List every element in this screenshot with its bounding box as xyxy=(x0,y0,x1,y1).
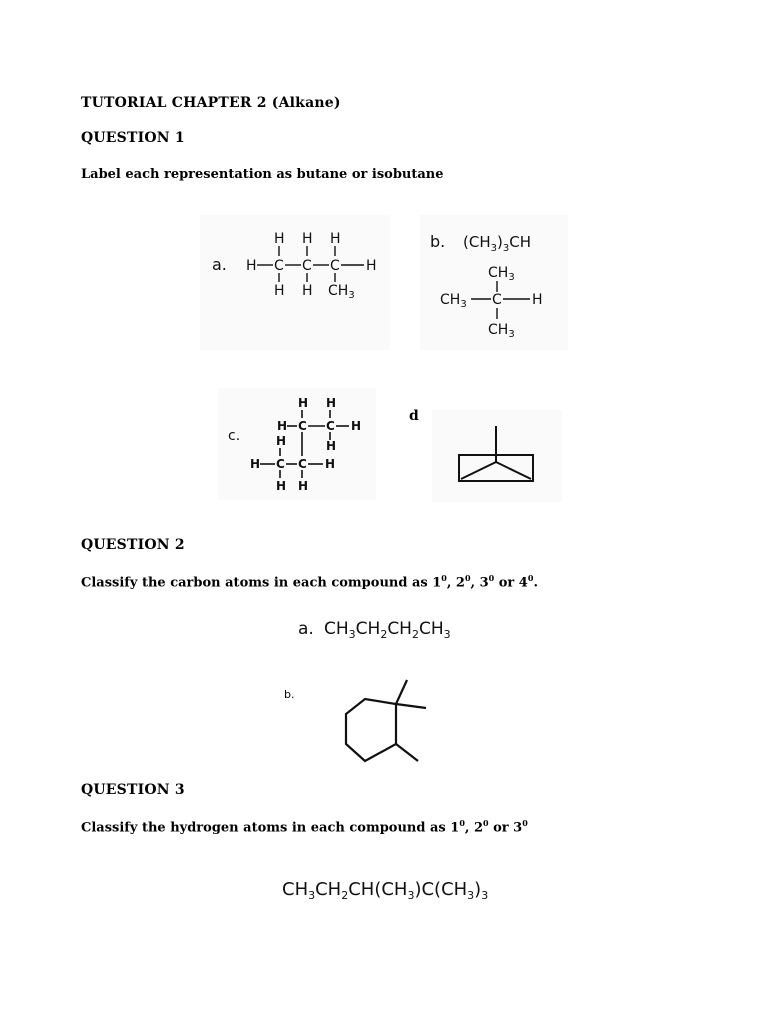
svg-text:H: H xyxy=(326,439,337,453)
figure-1c-structure xyxy=(218,388,376,500)
svg-text:C: C xyxy=(298,457,307,471)
figure-2b-cyclohexane-structure xyxy=(318,672,450,778)
fig3-formula-text: $CH_3CH_2CH(CH_3)C(CH_3)_3$ xyxy=(282,879,489,902)
fig1a-top-h2: H xyxy=(302,231,313,247)
svg-text:C: C xyxy=(326,419,335,433)
fig1a-top-h3: H xyxy=(330,231,341,247)
svg-text:H: H xyxy=(351,419,362,433)
svg-text:H: H xyxy=(250,457,261,471)
fig1a-left-h: H xyxy=(246,258,257,274)
figure-3-formula xyxy=(278,868,508,908)
svg-text:H: H xyxy=(277,419,288,433)
fig1a-top-h1: H xyxy=(274,231,285,247)
fig1b-left-ch3: $CH_3$ xyxy=(440,292,467,310)
question-1-prompt: Label each representation as butane or isobutane xyxy=(81,167,444,182)
svg-text:H: H xyxy=(298,479,309,493)
fig1b-top-ch3: $CH_3$ xyxy=(488,265,515,283)
figure-1b-label: b. xyxy=(430,232,446,251)
question-2-heading: QUESTION 2 xyxy=(81,537,185,553)
question-3-heading: QUESTION 3 xyxy=(81,782,185,798)
figure-1b-isobutane-structure xyxy=(420,215,568,350)
fig1a-right-h: H xyxy=(366,258,377,274)
fig1a-c1: C xyxy=(274,258,284,274)
svg-text:H: H xyxy=(276,434,287,448)
svg-text:H: H xyxy=(325,457,336,471)
svg-text:C: C xyxy=(276,457,285,471)
question-3-prompt: Classify the hydrogen atoms in each compound as $1^0$, $2^0$ or $3^0$ xyxy=(81,818,528,836)
figure-1a-butane-structure xyxy=(200,215,390,350)
fig1a-bottom-h1: H xyxy=(274,283,285,299)
fig1a-bottom-h2: H xyxy=(302,283,313,299)
fig1a-c3: C xyxy=(330,258,340,274)
figure-1d-skeletal-structure xyxy=(432,410,562,502)
fig2a-label: a. xyxy=(298,619,314,639)
page-title: TUTORIAL CHAPTER 2 (Alkane) xyxy=(81,95,341,111)
svg-text:H: H xyxy=(326,396,337,410)
figure-1d-label: d xyxy=(409,408,419,424)
fig1a-c2: C xyxy=(302,258,312,274)
svg-text:H: H xyxy=(276,479,287,493)
svg-text:C: C xyxy=(298,419,307,433)
fig1b-center-c: C xyxy=(492,292,502,308)
figure-2b-label: b. xyxy=(284,688,295,701)
fig1a-bottom-ch3: $CH_3$ xyxy=(328,283,355,301)
svg-text:H: H xyxy=(298,396,309,410)
figure-1a-label: a. xyxy=(212,255,227,274)
fig2a-formula-text: $CH_3CH_2CH_2CH_3$ xyxy=(324,619,451,641)
figure-1c-label: c. xyxy=(228,428,241,444)
fig1b-condensed-formula: $(CH_3)_3CH$ xyxy=(463,233,531,254)
question-1-heading: QUESTION 1 xyxy=(81,130,185,146)
question-2-prompt: Classify the carbon atoms in each compound as $1^0$, $2^0$, $3^0$ or $4^0$. xyxy=(81,573,538,591)
fig1b-bottom-ch3: $CH_3$ xyxy=(488,322,515,340)
fig1b-right-h: H xyxy=(532,292,543,308)
figure-2a-formula xyxy=(288,607,468,649)
